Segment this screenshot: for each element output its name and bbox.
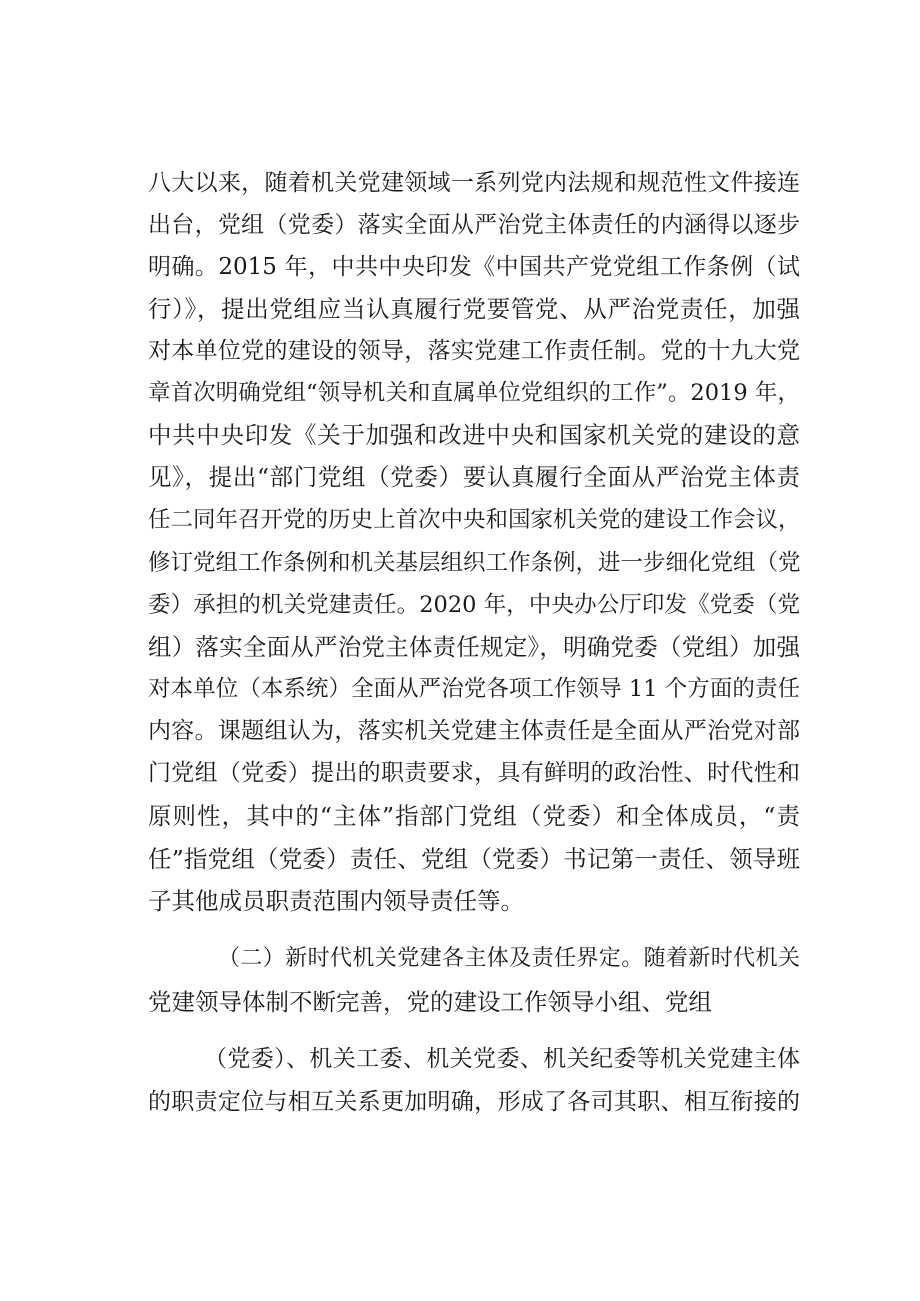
text-line: 原则性，其中的“主体”指部门党组（党委）和全体成员，“责 xyxy=(148,802,800,830)
text-line: 修订党组工作条例和机关基层组织工作条例，进一步细化党组（党 xyxy=(148,550,801,576)
text-line: 任”指党组（党委）责任、党组（党委）书记第一责任、领导班 xyxy=(148,845,800,873)
text-line: 党建领导体制不断完善，党的建设工作领导小组、党组 xyxy=(148,988,712,1016)
text-line: 八大以来，随着机关党建领域一系列党内法规和规范性文件接连 xyxy=(148,170,800,196)
text-line: 子其他成员职责范围内领导责任等。 xyxy=(148,887,524,915)
text-line: （党委）、机关工委、机关党委、机关纪委等机关党建主体 xyxy=(204,1046,800,1072)
text-line: 明确。2015 年，中共中央印发《中国共产党党组工作条例（试 xyxy=(148,254,800,280)
text-line: 中共中央印发《关于加强和改进中央和国家机关党的建设的意 xyxy=(148,421,800,449)
text-line: 任二同年召开党的历史上首次中央和国家机关党的建设工作会议， xyxy=(148,507,801,533)
text-line: 门党组（党委）提出的职责要求，具有鲜明的政治性、时代性和 xyxy=(148,760,800,786)
text-line: 对本单位（本系统）全面从严治党各项工作领导 11 个方面的责任 xyxy=(148,676,800,702)
text-line: 内容。课题组认为，落实机关党建主体责任是全面从严治党对部 xyxy=(148,718,800,744)
text-line: 组）落实全面从严治党主体责任规定》，明确党委（党组）加强 xyxy=(148,633,800,661)
text-line: 行）》，提出党组应当认真履行党要管党、从严治党责任，加强 xyxy=(148,295,800,323)
text-line: 的职责定位与相互关系更加明确，形成了各司其职、相互衔接的 xyxy=(148,1089,800,1115)
text-line: 委）承担的机关党建责任。2020 年，中央办公厅印发《党委（党 xyxy=(148,592,800,618)
text-line: 见》，提出“部门党组（党委）要认真履行全面从严治党主体责 xyxy=(148,463,800,491)
text-line: 出台，党组（党委）落实全面从严治党主体责任的内涵得以逐步 xyxy=(148,212,800,238)
text-line: 对本单位党的建设的领导，落实党建工作责任制。党的十九大党 xyxy=(148,338,800,364)
text-line: 章首次明确党组“领导机关和直属单位党组织的工作”。2019 年， xyxy=(148,380,800,406)
text-line: （二）新时代机关党建各主体及责任界定。随着新时代机关 xyxy=(218,946,800,971)
